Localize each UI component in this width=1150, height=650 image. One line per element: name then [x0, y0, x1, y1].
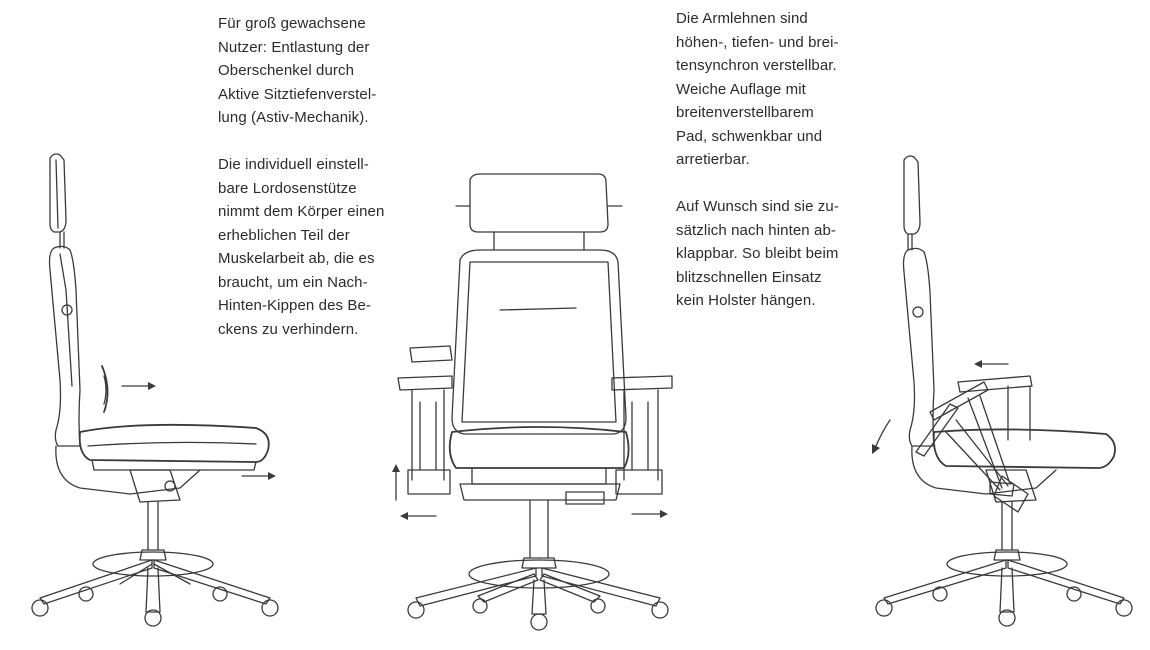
backrest — [452, 250, 626, 434]
width-right-arrow — [632, 510, 668, 518]
fold-rotation-arrow — [872, 420, 890, 454]
five-star-base — [408, 560, 668, 630]
backrest — [50, 246, 108, 446]
headrest — [50, 154, 66, 248]
lumbar-support-paragraph: Die individuell einstell- bare Lordosenstütze nimmt dem Körper einen erheblichen Teil der Muskelarbeit ab, die es braucht, um ein Nach- Hinten-Kippen des Be- ckens zu verhindern. — [218, 156, 385, 338]
five-star-base — [876, 552, 1132, 626]
headrest — [904, 156, 920, 250]
armrest-adjust-paragraph: Die Armlehnen sind höhen-, tiefen- und brei- tensynchron verstellbar. Weiche Auflage mit breitenverstellbarem Pad, schwenkbar und arretierbar. — [676, 10, 839, 168]
width-left-arrow — [400, 512, 436, 520]
right-armrest — [612, 376, 672, 494]
armrest-fold-chair-illustration — [860, 150, 1140, 630]
seat-depth-arrow — [242, 472, 276, 480]
headrest — [456, 174, 622, 250]
fold-back-arrow — [974, 360, 1008, 368]
lumbar-arrow — [122, 382, 156, 390]
seat — [450, 427, 629, 504]
seat — [80, 425, 269, 470]
left-armrest — [398, 346, 452, 494]
seat-depth-paragraph: Für groß gewachsene Nutzer: Entlastung der Oberschenkel durch Aktive Sitztiefenverstel- lung (Astiv-Mechanik). — [218, 15, 377, 126]
armrest-fold-paragraph: Auf Wunsch sind sie zu- sätzlich nach hinten ab- klappbar. So bleibt beim blitzschnellen Einsatz kein Holster hängen. — [676, 198, 839, 309]
height-adjust-arrow — [392, 464, 400, 500]
five-star-base — [32, 552, 278, 626]
side-view-chair-illustration — [20, 150, 300, 630]
backrest — [904, 248, 935, 446]
right-description — [676, 7, 876, 313]
front-view-chair-illustration — [390, 170, 690, 640]
